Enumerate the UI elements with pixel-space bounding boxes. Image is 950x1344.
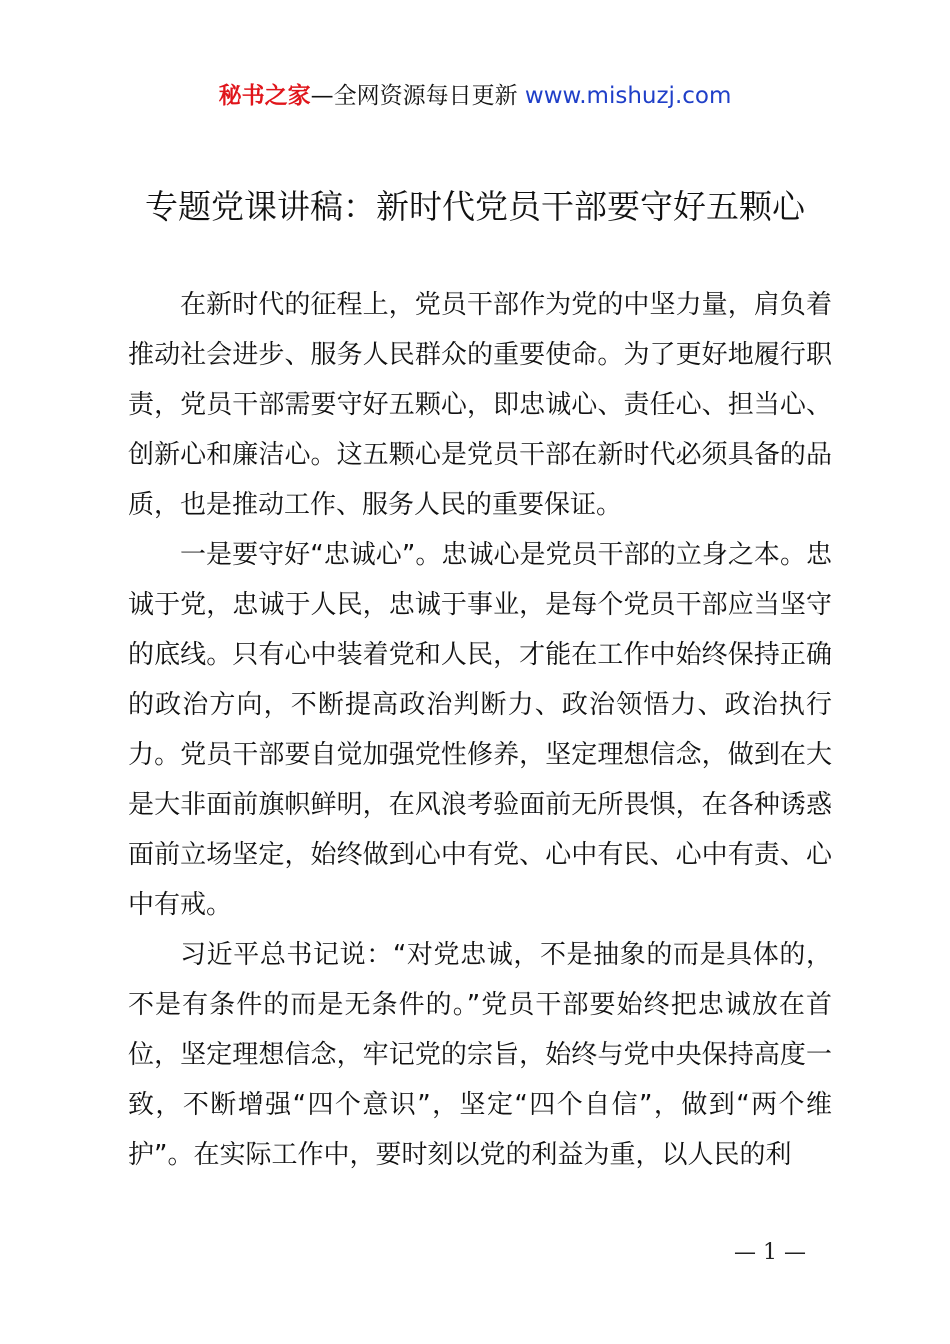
paragraph-intro: 在新时代的征程上，党员干部作为党的中坚力量，肩负着推动社会进步、服务人民群众的重要使命。为了更好地履行职责，党员干部需要守好五颗心，即忠诚心、责任心、担当心、创新心和廉洁心。这五颗心是党员干部在新时代必须具备的品质，也是推动工作、服务人民的重要保证。 (128, 290, 832, 520)
paragraph-quote: 习近平总书记说：“对党忠诚，不是抽象的而是具体的，不是有条件的而是无条件的。”党员干部要始终把忠诚放在首位，坚定理想信念，牢记党的宗旨，始终与党中央保持高度一致，不断增强“四个意识”，坚定“四个自信”，做到“两个维护”。在实际工作中，要时刻以党的利益为重，以人民的利 (128, 940, 832, 1170)
site-slogan: —全网资源每日更新 (310, 83, 518, 109)
paragraph-loyalty: 一是要守好“忠诚心”。忠诚心是党员干部的立身之本。忠诚于党，忠诚于人民，忠诚于事业，是每个党员干部应当坚守的底线。只有心中装着党和人民，才能在工作中始终保持正确的政治方向，不断提高政治判断力、政治领悟力、政治执行力。党员干部要自觉加强党性修养，坚定理想信念，做到在大是大非面前旗帜鲜明，在风浪考验面前无所畏惧，在各种诱惑面前立场坚定，始终做到心中有党、心中有民、心中有责、心中有戒。 (128, 540, 832, 920)
site-url-link[interactable]: www.mishuzj.com (524, 83, 732, 109)
document-body (128, 280, 832, 1180)
site-brand: 秘书之家 (218, 83, 311, 109)
document-title: 专题党课讲稿：新时代党员干部要守好五颗心 (145, 187, 805, 226)
site-header (0, 80, 950, 112)
page-number: — 1 — (734, 1240, 806, 1265)
